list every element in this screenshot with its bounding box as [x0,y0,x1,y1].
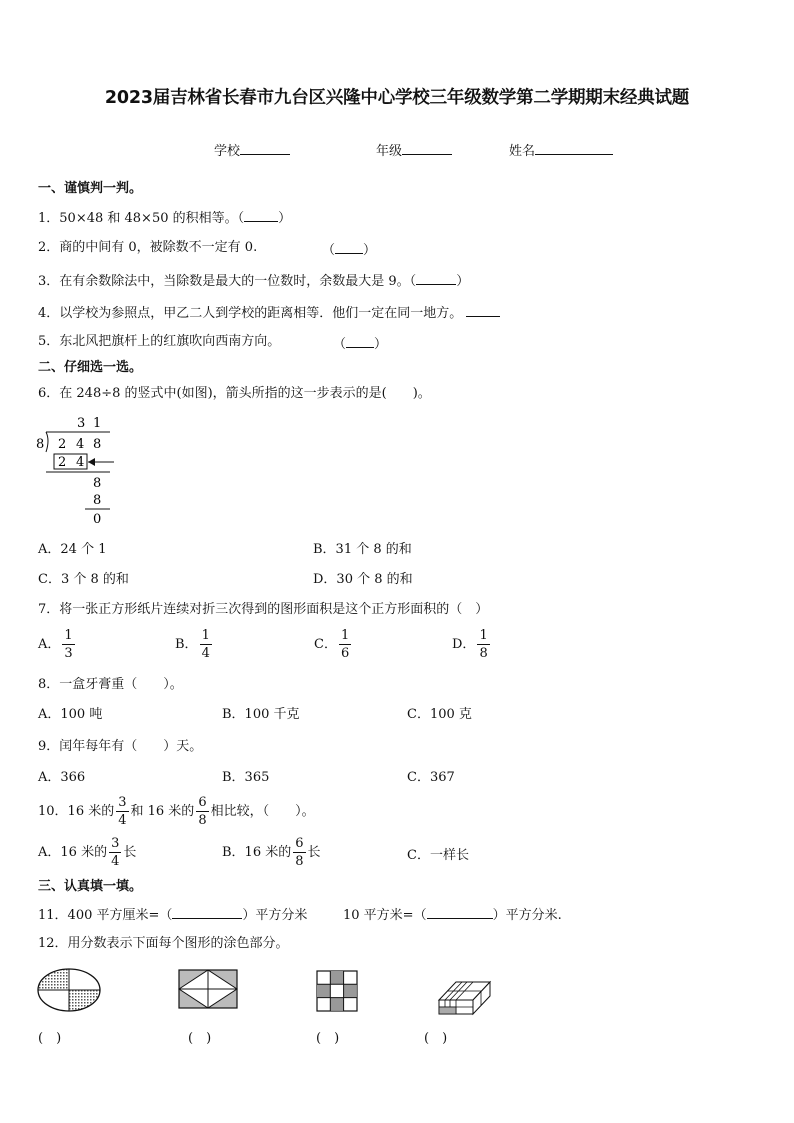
school-field[interactable] [214,142,290,158]
q12-answer-4[interactable]: ( ) [424,1031,448,1046]
question-8: 8．一盒牙膏重（ ）。 [38,677,183,692]
grid-figure [316,970,358,1012]
step1-digit-2: 4 [76,455,85,470]
remainder-1: 8 [93,476,102,491]
question-7: 7．将一张正方形纸片连续对折三次得到的图形面积是这个正方形面积的（ ） [38,602,489,617]
ellipse-figure [36,966,102,1014]
dividend-digit-2: 4 [76,437,85,452]
section-1-heading: 一、谨慎判一判。 [38,181,143,196]
step1-digit-1: 2 [58,455,67,470]
cuboid-figure [436,974,492,1016]
q10-option-c[interactable]: C．一样长 [407,848,469,863]
question-5-answer[interactable]: （ ） [333,337,388,352]
question-11-part-2: 10 平方米=（ ）平方分米. [343,908,562,923]
school-label: 学校 [214,144,241,159]
question-2: 2．商的中间有 0，被除数不一定有 0. [38,240,258,255]
grade-label: 年级 [376,144,403,159]
question-12: 12．用分数表示下面每个图形的涂色部分。 [38,936,289,951]
q9-option-c[interactable]: C．367 [407,770,455,785]
question-3: 3．在有余数除法中，当除数是最大的一位数时，余数最大是 9。（ ） [38,274,470,289]
dividend-digit-3: 8 [93,437,102,452]
dividend-digit-1: 2 [58,437,67,452]
q7-option-c[interactable]: C． $\frac{1}{6}$ [314,628,350,661]
q6-option-a[interactable]: A．24 个 1 [38,542,107,557]
question-1: 1．50×48 和 48×50 的积相等。（ ） [38,211,292,226]
arrow-icon [88,458,95,466]
section-2-heading: 二、仔细选一选。 [38,360,143,375]
question-2-answer[interactable]: （ ） [322,243,377,258]
grade-field[interactable] [376,142,452,158]
name-field[interactable] [509,142,613,158]
name-label: 姓名 [509,144,536,159]
q12-answer-1[interactable]: ( ) [38,1031,62,1046]
q6-option-d[interactable]: D．30 个 8 的和 [313,572,413,587]
q9-option-b[interactable]: B．365 [222,770,270,785]
question-9: 9．闰年每年有（ ）天。 [38,739,203,754]
question-11: 11．400 平方厘米=（ ）平方分米 [38,908,308,923]
long-division-diagram [30,410,130,530]
q7-option-d[interactable]: D． $\frac{1}{8}$ [452,628,488,661]
q6-option-b[interactable]: B．31 个 8 的和 [313,542,412,557]
question-10: 10．16 米的 $\frac{3}{4}$ 和 16 米的 $\frac{6}{8}$ 相比较，（ ）。 [38,795,315,828]
quotient-digit-2: 1 [93,416,102,431]
divisor: 8 [36,437,45,452]
q8-option-b[interactable]: B．100 千克 [222,707,300,722]
q8-option-a[interactable]: A．100 吨 [38,707,103,722]
q7-option-b[interactable]: B． $\frac{1}{4}$ [175,628,210,661]
q12-answer-3[interactable]: ( ) [316,1031,340,1046]
q9-option-a[interactable]: A．366 [38,770,86,785]
q8-option-c[interactable]: C．100 克 [407,707,472,722]
q6-option-c[interactable]: C．3 个 8 的和 [38,572,129,587]
quotient-digit-1: 3 [77,416,86,431]
question-5: 5．东北风把旗杆上的红旗吹向西南方向。 [38,334,281,349]
q10-option-a[interactable]: A．16 米的 $\frac{3}{4}$ 长 [38,836,137,869]
q12-answer-2[interactable]: ( ) [188,1031,212,1046]
question-4: 4．以学校为参照点，甲乙二人到学校的距离相等．他们一定在同一地方。 [38,304,500,320]
page-title: 2023届吉林省长春市九台区兴隆中心学校三年级数学第二学期期末经典试题 [104,88,690,108]
step2-value: 8 [93,493,102,508]
question-6: 6．在 248÷8 的竖式中(如图)，箭头所指的这一步表示的是( )。 [38,386,431,401]
rectangle-figure [178,969,238,1009]
remainder-2: 0 [93,512,102,527]
section-3-heading: 三、认真填一填。 [38,879,143,894]
q10-option-b[interactable]: B．16 米的 $\frac{6}{8}$ 长 [222,836,321,869]
q7-option-a[interactable]: A． $\frac{1}{3}$ [38,628,73,661]
